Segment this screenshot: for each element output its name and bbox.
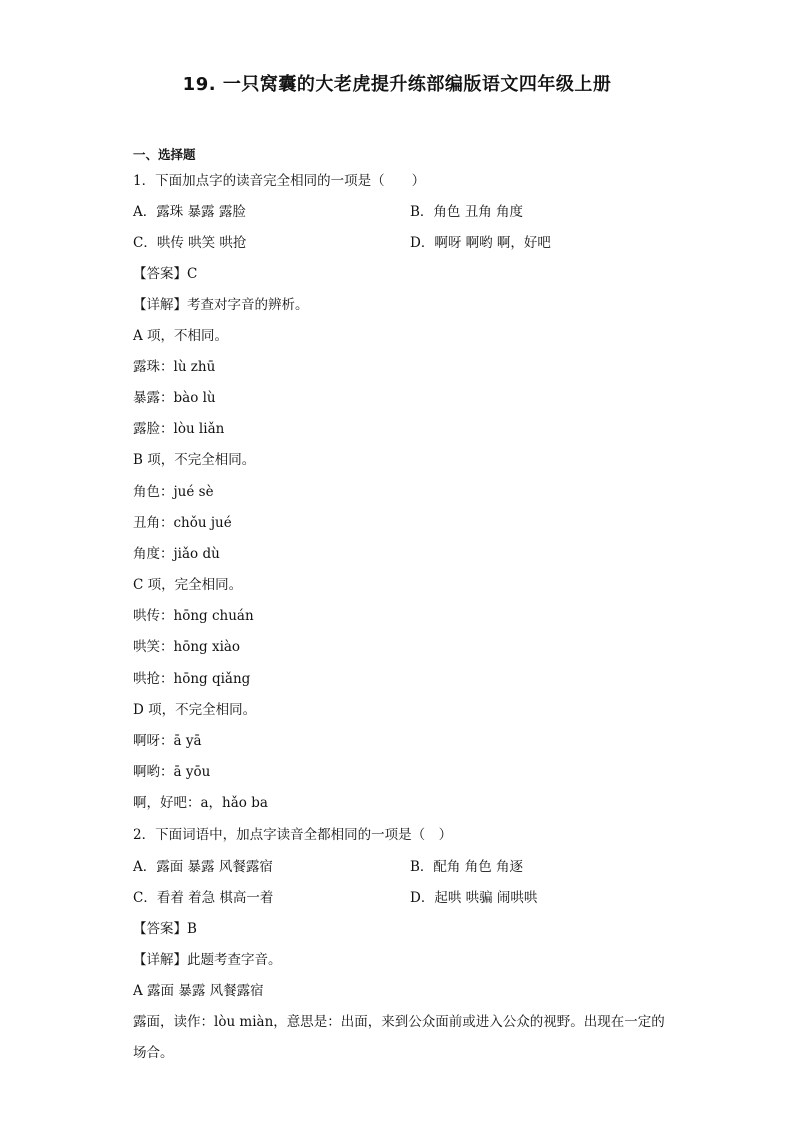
q1-explain-line: 哄笑：hōng xiào <box>133 639 241 655</box>
q1-answer: 【答案】C <box>133 266 198 282</box>
question-1-stem: 1．下面加点字的读音完全相同的一项是（ ） <box>133 173 426 189</box>
q2-option-a: A．露面 暴露 风餐露宿 <box>133 859 273 875</box>
q1-explain-line: 角度：jiǎo dù <box>133 546 220 562</box>
q1-explain-line: 啊哟：ā yōu <box>133 764 211 780</box>
q2-answer: 【答案】B <box>133 921 197 937</box>
q1-explain-line: 暴露：bào lù <box>133 390 216 406</box>
page-title: 19. 一只窝囊的大老虎提升练部编版语文四年级上册 <box>182 74 612 95</box>
q1-explain-line: A 项，不相同。 <box>133 328 229 344</box>
q1-explain-line: 啊，好吧：a，hǎo ba <box>133 795 268 811</box>
q1-explain-line: 角色：jué sè <box>133 484 214 500</box>
q1-explain-line: 露珠：lù zhū <box>133 359 216 375</box>
q1-option-c: C．哄传 哄笑 哄抢 <box>133 235 247 251</box>
q1-option-b: B．角色 丑角 角度 <box>410 204 524 220</box>
question-2-stem: 2．下面词语中，加点字读音全都相同的一项是（ ） <box>133 827 453 843</box>
q1-explain-line: 露脸：lòu liǎn <box>133 421 225 437</box>
q1-option-d: D．啊呀 啊哟 啊，好吧 <box>410 235 551 251</box>
q1-explain-line: 哄抢：hōng qiǎng <box>133 671 251 687</box>
q2-option-a-line: A 露面 暴露 风餐露宿 <box>133 983 264 999</box>
q1-explain-line: D 项，不完全相同。 <box>133 702 257 718</box>
q2-option-b: B．配角 角色 角逐 <box>410 859 524 875</box>
q2-analysis: 【详解】此题考查字音。 <box>133 952 282 968</box>
q2-explain-paragraph: 露面，读作：lòu miàn，意思是：出面，来到公众面前或进入公众的视野。出现在一定的场合。 <box>133 1014 665 1061</box>
q1-option-a: A．露珠 暴露 露脸 <box>133 204 246 220</box>
q1-explain-line: C 项，完全相同。 <box>133 577 243 593</box>
q1-explain-line: 啊呀：ā yā <box>133 733 202 749</box>
q1-explain-line: 哄传：hōng chuán <box>133 608 254 624</box>
q1-explain-line: B 项，不完全相同。 <box>133 452 256 468</box>
q2-option-c: C．看着 着急 棋高一着 <box>133 890 274 906</box>
q2-option-d: D．起哄 哄骗 闹哄哄 <box>410 890 538 906</box>
section-heading: 一、选择题 <box>133 147 196 162</box>
q1-analysis: 【详解】考查对字音的辨析。 <box>133 297 309 313</box>
q1-explain-line: 丑角：chǒu jué <box>133 515 232 531</box>
